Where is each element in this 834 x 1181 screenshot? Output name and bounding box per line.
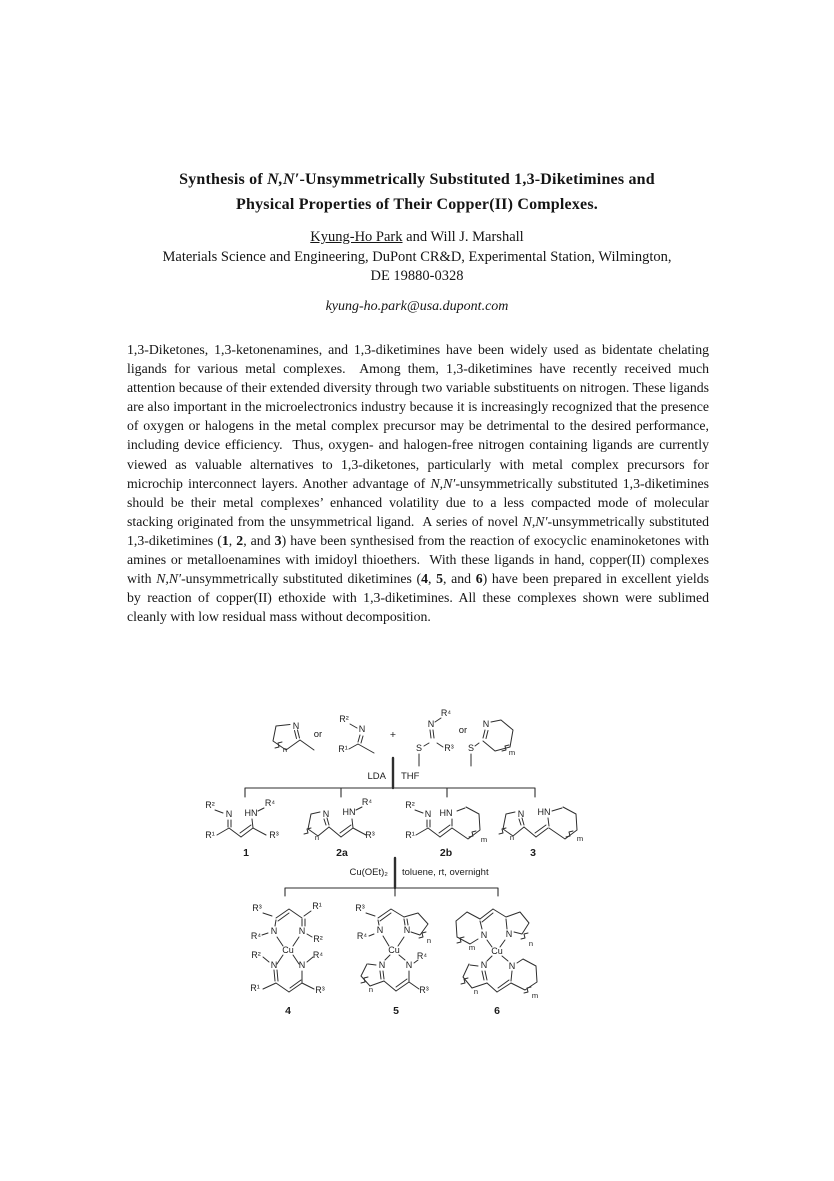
r3-label: R³ bbox=[252, 903, 262, 913]
ring-size-n-label: n bbox=[426, 936, 432, 945]
n-atom-label: N bbox=[480, 960, 488, 970]
branch-line-1 bbox=[245, 788, 535, 797]
n-atom-label: N bbox=[298, 926, 306, 936]
n-atom-label: N bbox=[505, 929, 513, 939]
compound-label-1: 1 bbox=[243, 847, 249, 859]
n-atom-label: N bbox=[322, 809, 330, 819]
r1-label: R¹ bbox=[338, 744, 348, 754]
r1-label: R¹ bbox=[250, 983, 260, 993]
n-atom-label: N bbox=[270, 926, 278, 936]
n-atom-label: N bbox=[427, 719, 435, 729]
compound-label-2a: 2a bbox=[336, 847, 348, 859]
hn-label: HN bbox=[244, 808, 258, 818]
ring-size-m-label: m bbox=[531, 991, 539, 1000]
n-atom-label: N bbox=[405, 960, 413, 970]
reagent-cyclic-thioimidate bbox=[468, 719, 515, 766]
ring-size-n-label: n bbox=[368, 985, 374, 994]
email-address: kyung-ho.park@usa.dupont.com bbox=[325, 299, 509, 314]
affiliation: Materials Science and Engineering, DuPont CR&D, Experimental Station, Wilmington, DE 19880-0328 bbox=[162, 249, 672, 284]
step1-reagent-label: LDA bbox=[367, 771, 386, 782]
n-atom-label: N bbox=[270, 960, 278, 970]
n-atom-label: N bbox=[376, 925, 384, 935]
r2-label: R² bbox=[339, 714, 349, 724]
step1-conditions bbox=[368, 758, 420, 788]
compound-label-6: 6 bbox=[494, 1005, 500, 1017]
step1-solvent-label: THF bbox=[401, 771, 420, 782]
n-atom-label: N bbox=[292, 721, 300, 731]
r3-label: R³ bbox=[355, 903, 365, 913]
ring-size-n-label: n bbox=[509, 833, 515, 842]
compound-label-2b: 2b bbox=[439, 847, 453, 859]
r4-label: R⁴ bbox=[250, 931, 262, 941]
n-atom-label: N bbox=[378, 960, 386, 970]
reagent-open-ketimine bbox=[338, 714, 374, 754]
r2-label: R² bbox=[405, 800, 415, 810]
complex-structure-5 bbox=[355, 903, 431, 1017]
abstract-paragraph: 1,3-Diketones, 1,3-ketonenamines, and 1,3-diketimines have been widely used as bidentate chelating ligands for various metal complexes. Among them, 1,3-diketimines have recently received much attention because of their extended diversity through two variable substituents on nitrogen. These ligands are also important in the microelectronics industry because it is increasingly recognized that the presence of oxygen or halogens in the metal complex precursor may be detrimental to the desired performance, including device efficiency. Thus, oxygen- and halogen-free nitrogen containing ligands are currently viewed as valuable alternatives to 1,3-diketones, particularly with metal complex precursors for microchip interconnect layers. Another advantage of N,N′-unsymmetrically substituted 1,3-diketimines should be their metal complexes’ enhanced volatility due to a less compacted mode of molecular stacking originated from the unsymmetrical ligand. A series of novel N,N′-unsymmetrically substituted 1,3-diketimines (1, 2, and 3) have been synthesised from the reaction of exocyclic enaminoketones with amines or metalloenamines with imidoyl thioethers. With these ligands in hand, copper(II) complexes with N,N′-unsymmetrically substituted diketimines (4, 5, and 6) have been prepared in excellent yields by reaction of copper(II) ethoxide with 1,3-diketimines. All these complexes shown were sublimed cleanly with low residual mass without decomposition. bbox=[127, 342, 709, 625]
r2-label: R² bbox=[251, 950, 261, 960]
r3-label: R³ bbox=[315, 985, 325, 995]
ring-size-m-label: m bbox=[508, 748, 516, 757]
product-structure-1 bbox=[205, 798, 279, 859]
s-atom-label: S bbox=[467, 743, 475, 753]
n-atom-label: N bbox=[508, 961, 516, 971]
ring-size-m-label: m bbox=[576, 834, 584, 843]
product-structure-3 bbox=[499, 807, 583, 859]
ring-size-n-label: n bbox=[473, 987, 479, 996]
complex-structure-6 bbox=[456, 909, 538, 1017]
r1-label: R¹ bbox=[205, 830, 215, 840]
product-structure-2b bbox=[405, 800, 487, 859]
r3-label: R³ bbox=[365, 830, 375, 840]
n-atom-label: N bbox=[517, 809, 525, 819]
r4-label: R⁴ bbox=[361, 797, 373, 807]
product-structure-2a bbox=[304, 797, 375, 859]
authors-line: Kyung-Ho Park and Will J. Marshall bbox=[310, 229, 524, 245]
r4-label: R⁴ bbox=[356, 931, 368, 941]
step2-reagent-label: Cu(OEt)₂ bbox=[349, 867, 388, 878]
r1-label: R¹ bbox=[405, 830, 415, 840]
r2-label: R² bbox=[313, 934, 323, 944]
n-atom-label: N bbox=[482, 719, 490, 729]
hn-label: HN bbox=[342, 807, 356, 817]
r4-label: R⁴ bbox=[416, 951, 428, 961]
hn-label: HN bbox=[439, 808, 453, 818]
n-atom-label: N bbox=[358, 724, 366, 734]
r3-label: R³ bbox=[419, 985, 429, 995]
or-connector: or bbox=[313, 729, 323, 740]
r2-label: R² bbox=[205, 800, 215, 810]
n-atom-label: N bbox=[225, 809, 233, 819]
complex-structure-4 bbox=[250, 901, 325, 1017]
n-atom-label: N bbox=[424, 809, 432, 819]
r4-label: R⁴ bbox=[264, 798, 276, 808]
ring-size-m-label: m bbox=[468, 943, 476, 952]
cu-atom-label: Cu bbox=[388, 945, 400, 955]
r3-label: R³ bbox=[269, 830, 279, 840]
s-atom-label: S bbox=[415, 743, 423, 753]
cu-atom-label: Cu bbox=[491, 946, 503, 956]
step2-conditions-label: toluene, rt, overnight bbox=[402, 867, 489, 878]
ring-size-n-label: n bbox=[314, 833, 320, 842]
n-atom-label: N bbox=[298, 960, 306, 970]
r4-label: R⁴ bbox=[312, 950, 324, 960]
ring-size-n-label: n bbox=[282, 745, 288, 754]
branch-line-2 bbox=[285, 888, 498, 896]
reagent-imidoyl-thioether bbox=[416, 708, 454, 766]
plus-connector: + bbox=[389, 729, 397, 741]
ring-size-n-label: n bbox=[528, 939, 534, 948]
n-atom-label: N bbox=[480, 930, 488, 940]
r4-label: R⁴ bbox=[440, 708, 452, 718]
compound-label-4: 4 bbox=[285, 1005, 291, 1017]
compound-label-5: 5 bbox=[393, 1005, 399, 1017]
reagent-cyclic-ketimine bbox=[273, 721, 314, 754]
step2-conditions bbox=[349, 858, 489, 888]
cu-atom-label: Cu bbox=[282, 945, 294, 955]
reaction-scheme bbox=[0, 700, 834, 1020]
r1-label: R¹ bbox=[312, 901, 322, 911]
r3-label: R³ bbox=[444, 743, 454, 753]
or-connector: or bbox=[458, 725, 468, 736]
n-atom-label: N bbox=[403, 925, 411, 935]
paper-title: Synthesis of N,N′-Unsymmetrically Substituted 1,3-Diketimines and Physical Properties of Their Copper(II) Complexes. bbox=[179, 171, 655, 213]
compound-label-3: 3 bbox=[530, 847, 536, 859]
hn-label: HN bbox=[537, 807, 551, 817]
ring-size-m-label: m bbox=[480, 835, 488, 844]
